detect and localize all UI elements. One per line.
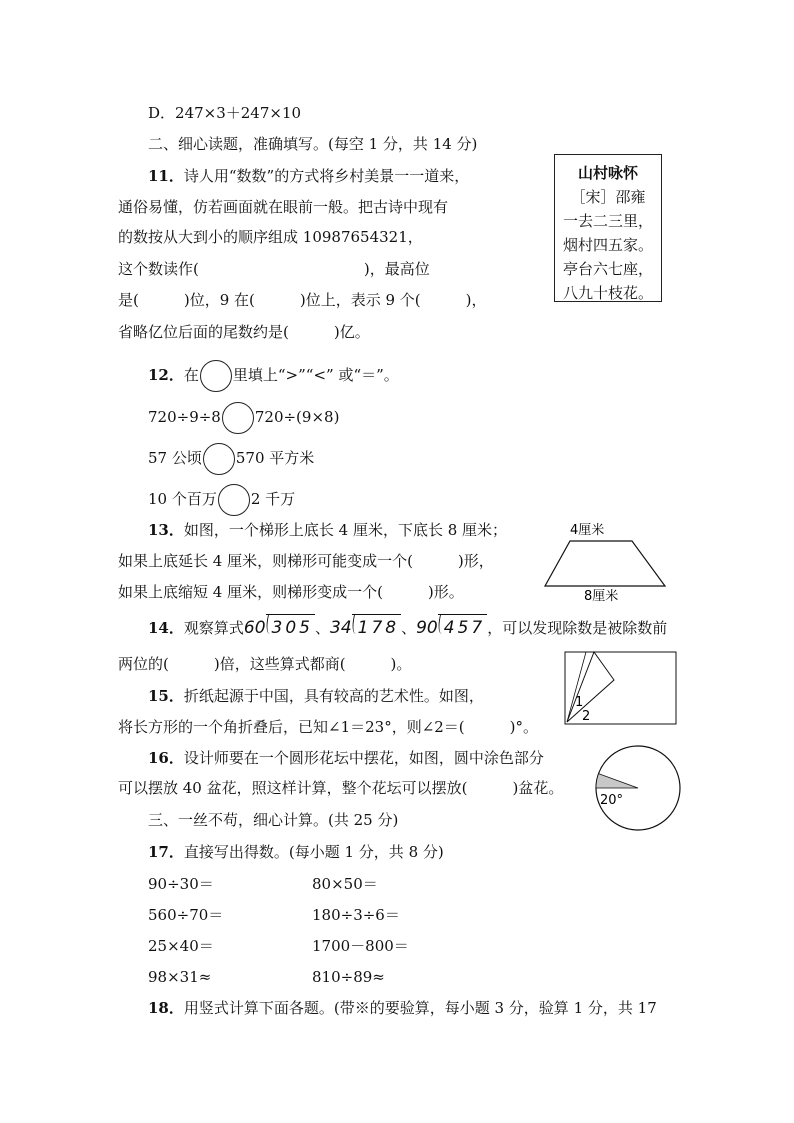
section-3-heading: 三、一丝不苟，细心计算。(共 25 分) [148,811,399,829]
long-division [416,614,487,641]
q18-text: 用竖式计算下面各题。(带※的要验算，每小题 3 分，验算 1 分，共 17 [183,999,657,1017]
q15-line-1 [148,686,484,706]
q11-line-1 [148,166,469,186]
trapezoid-shape [545,541,665,586]
q12-line [148,360,399,392]
q17-text: 直接写出得数。(每小题 1 分，共 8 分) [183,843,444,861]
dividend: 305 [266,614,315,641]
q12-post: 里填上“>”“<” 或“＝”。 [232,366,399,384]
dividend: 178 [352,614,401,641]
compare-right: 570 平方米 [235,449,315,467]
sector-angle-label: 20° [600,793,624,808]
trapezoid-top-label: 4厘米 [570,523,605,538]
divisor: 60 [243,618,266,638]
calc-item: 810÷89≈ [312,968,385,986]
q16-line-2: 可以摆放 40 盆花，照这样计算，整个花坛可以摆放( )盆花。 [118,779,564,797]
poem-line: 烟村四五家。 [562,236,653,254]
q16-text-1: 设计师要在一个圆形花坛中摆花，如图，圆中涂色部分 [183,749,544,767]
trapezoid-bottom-label: 8厘米 [584,589,619,604]
q11-line-5: 是( )位，9 在( )位上，表示 9 个( )， [118,291,487,309]
compare-left: 720÷9÷8 [148,408,221,426]
compare-left: 10 个百万 [148,490,217,508]
q11-line-6: 省略亿位后面的尾数约是( )亿。 [118,323,370,341]
poem-title: 山村咏怀 [577,164,638,182]
q16-line-1 [148,748,544,768]
q13-number: 13． [148,521,184,539]
q14-post: ，可以发现除数是被除数前 [487,619,668,637]
poem-line: 八九十枝花。 [562,284,653,302]
shaded-sector [596,774,638,788]
q18-number: 18． [148,999,184,1017]
long-division [244,614,315,641]
q15-text-1: 折纸起源于中国，具有较高的艺术性。如图， [183,687,484,705]
q12-pre: 在 [183,366,199,384]
calc-item: 98×31≈ [148,968,212,986]
q14-sep: 、 [314,619,330,637]
calc-item: 1700－800＝ [312,937,409,955]
compare-row [148,443,314,475]
q13-line-3: 如果上底缩短 4 厘米，则梯形变成一个( )形。 [118,583,464,601]
calc-item: 560÷70＝ [148,906,224,924]
angle-2-label: 2 [582,709,591,724]
q13-line-1 [148,520,507,540]
q11-number: 11． [148,167,184,185]
q15-number: 15． [148,687,184,705]
folded-corner [567,652,614,722]
poem-line: 亭台六七座， [562,260,653,278]
q14-pre: 观察算式 [183,619,244,637]
angle-1-label: 1 [575,695,584,710]
poem-line: 一去二三里， [562,212,653,230]
poem-box [554,154,662,302]
compare-circle[interactable] [203,443,235,475]
q11-line-2: 通俗易懂，仿若画面就在眼前一般。把古诗中现有 [118,198,449,216]
q13-text-1: 如图，一个梯形上底长 4 厘米，下底长 8 厘米； [183,521,508,539]
calc-item: 80×50＝ [312,875,378,893]
q14-number: 14． [148,619,184,637]
dividend: 457 [438,614,487,641]
folded-rectangle-figure [564,650,678,726]
q14-line-2: 两位的( )倍，这些算式都商( )。 [118,655,412,673]
q11-line-4: 这个数读作( )，最高位 [118,260,430,278]
divisor: 90 [416,618,438,638]
q11-text-1: 诗人用“数数”的方式将乡村美景一一道来， [183,167,470,185]
compare-circle[interactable] [222,402,254,434]
section-2-heading: 二、细心读题，准确填写。(每空 1 分，共 14 分) [148,135,478,153]
compare-circle[interactable] [218,484,250,516]
divisor: 34 [330,618,352,638]
trapezoid-figure [540,516,670,604]
calc-item: 25×40＝ [148,937,214,955]
compare-row [148,484,295,516]
q14-sep: 、 [401,619,417,637]
q17-line [148,842,444,862]
q14-line-1 [148,614,667,641]
q13-line-2: 如果上底延长 4 厘米，则梯形可能变成一个( )形， [118,552,494,570]
compare-row [148,402,339,434]
calc-item: 180÷3÷6＝ [312,906,400,924]
long-division [330,614,401,641]
compare-right: 720÷(9×8) [254,408,340,426]
poem-author: ［宋］邵雍 [570,188,646,206]
option-d: D．247×3＋247×10 [148,104,302,122]
q11-line-3: 的数按从大到小的顺序组成 10987654321， [118,228,423,246]
q12-number: 12． [148,366,184,384]
calc-item: 90÷30＝ [148,875,214,893]
circle-figure [594,744,682,832]
compare-right: 2 千万 [250,490,296,508]
q17-number: 17． [148,843,184,861]
compare-left: 57 公顷 [148,449,202,467]
q18-line [148,998,657,1018]
q15-line-2: 将长方形的一个角折叠后，已知∠1＝23°，则∠2＝( )°。 [118,718,539,736]
compare-circle[interactable] [200,360,232,392]
q16-number: 16． [148,749,184,767]
